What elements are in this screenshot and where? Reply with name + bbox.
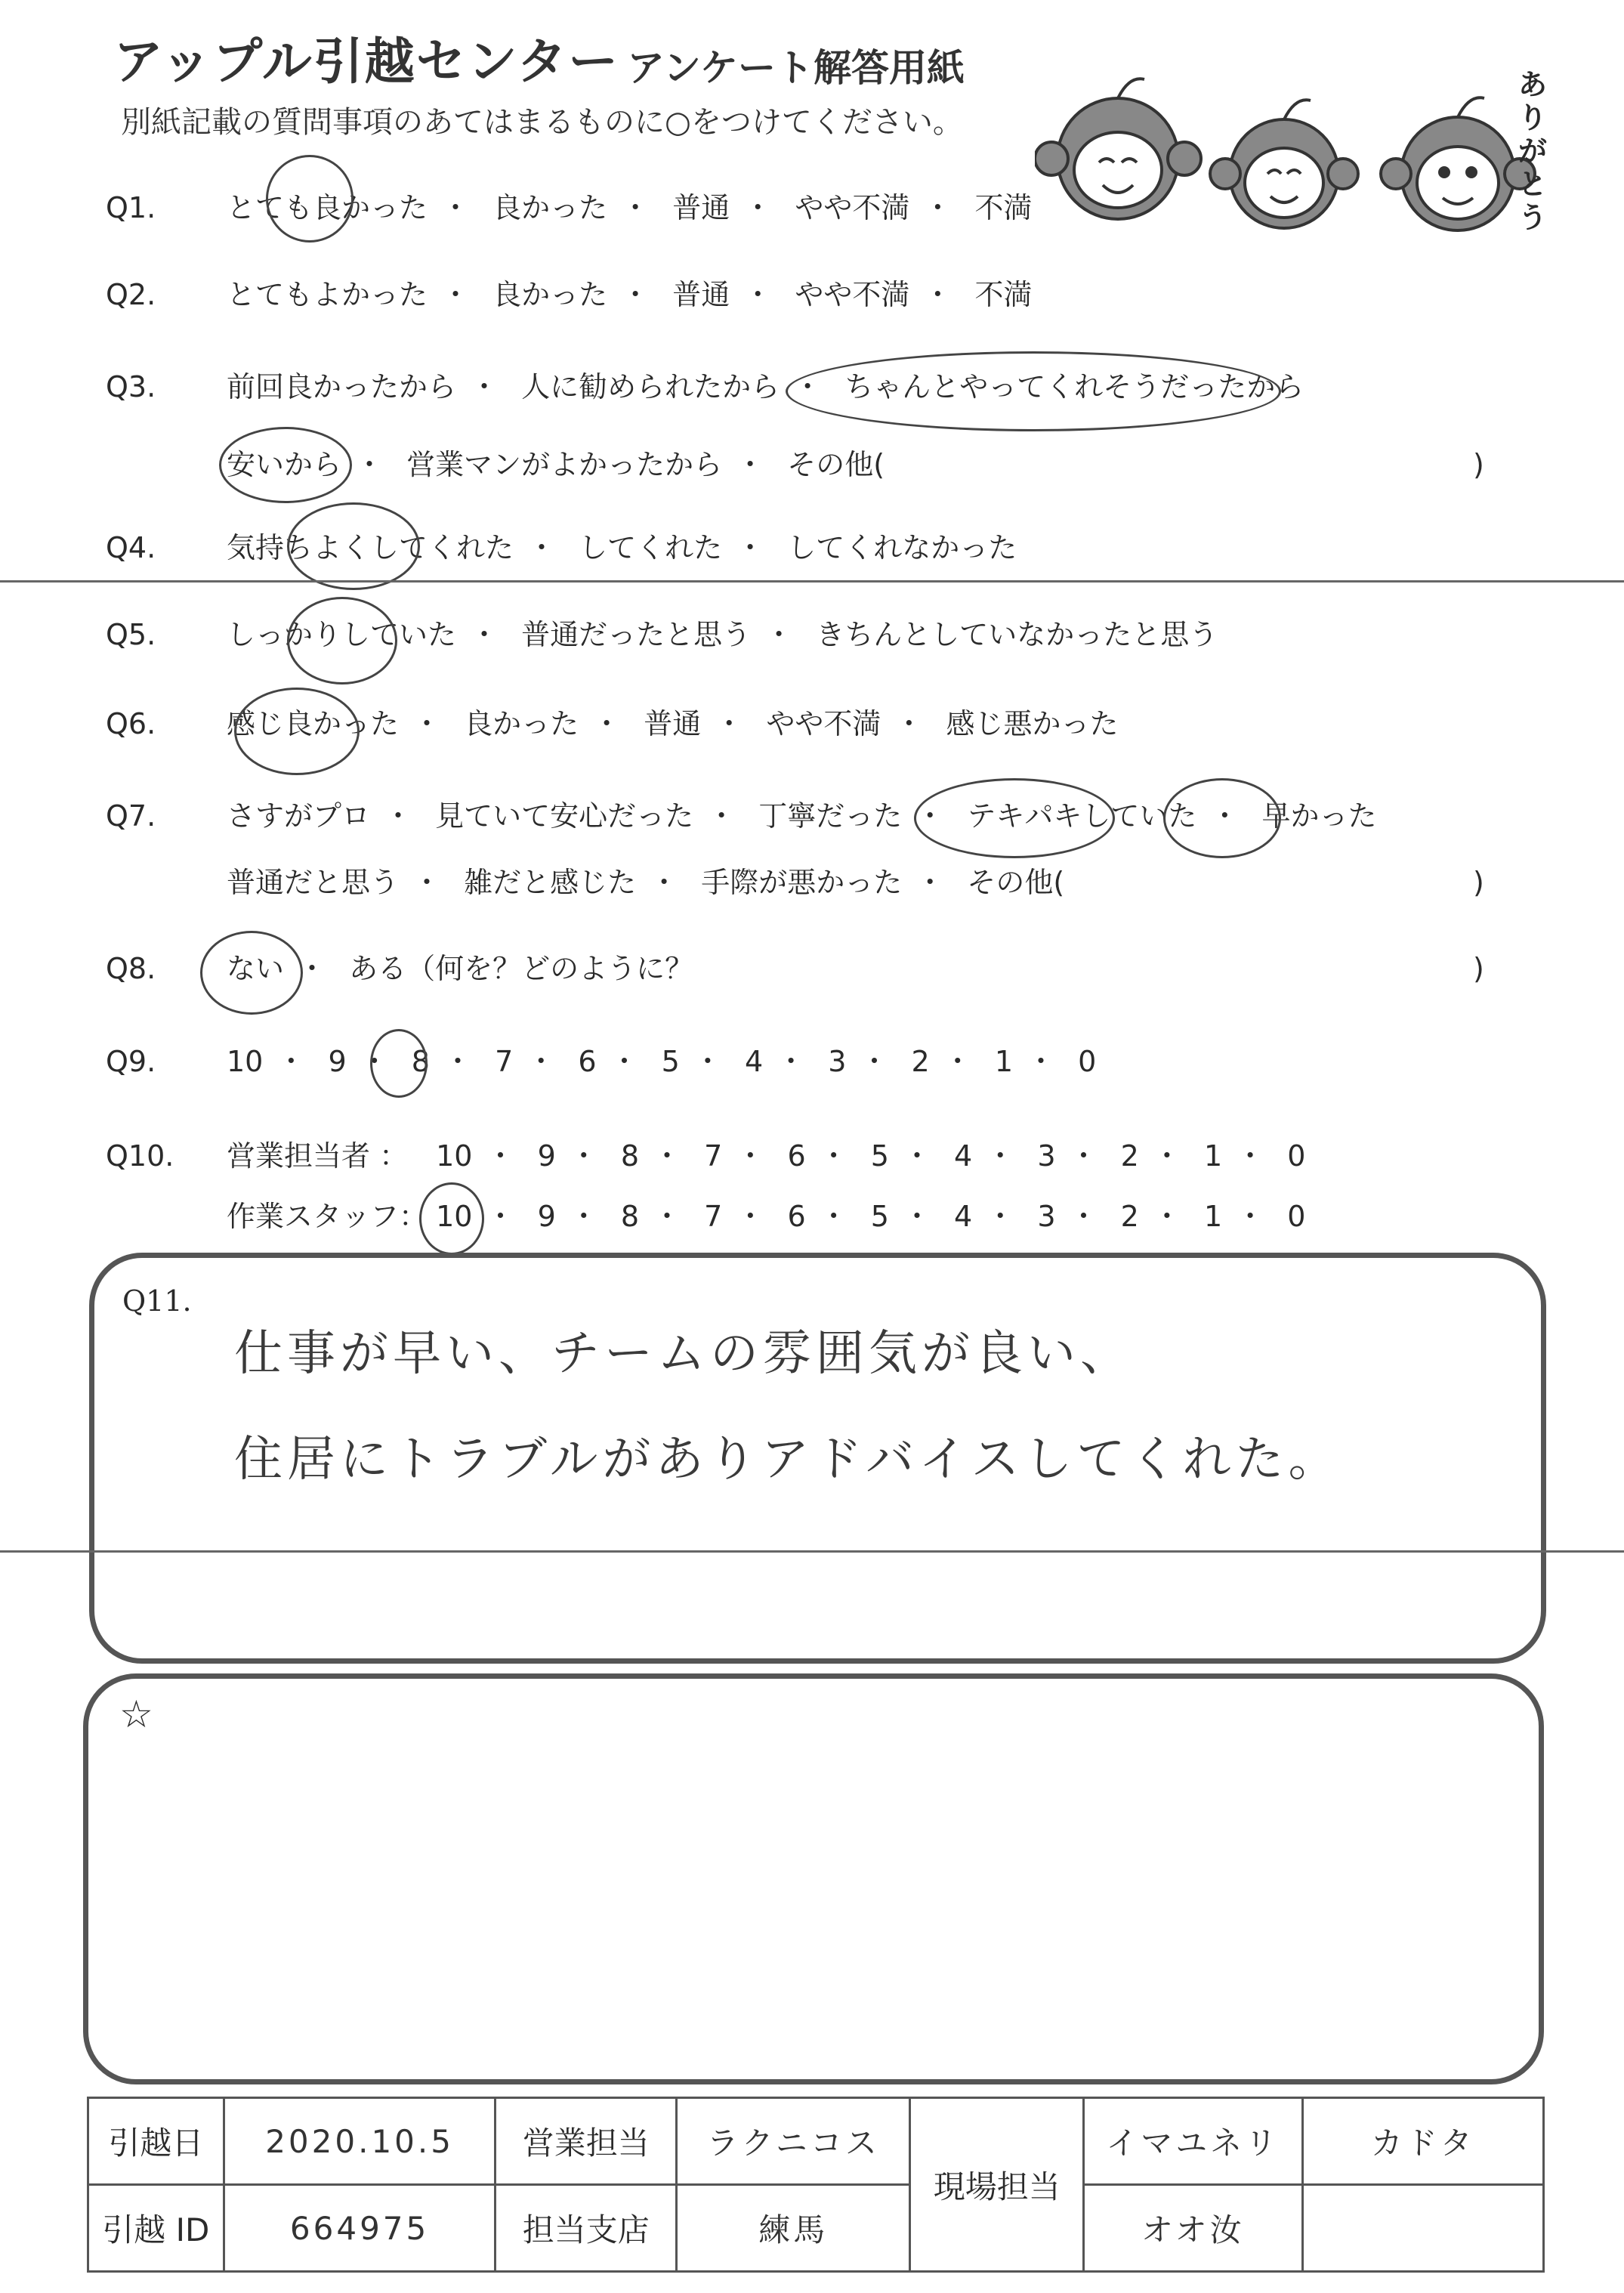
question-label: Q10. — [106, 1139, 174, 1173]
answer-circle — [914, 778, 1115, 858]
sales-label: 営業担当 — [496, 2098, 677, 2185]
question-row-q2 — [0, 272, 1624, 317]
option[interactable]: 6 — [578, 1045, 597, 1078]
answer-circle — [1163, 778, 1281, 858]
option[interactable]: 1 — [1203, 1200, 1223, 1233]
option[interactable]: 7 — [704, 1200, 723, 1233]
option[interactable]: 0 — [1078, 1045, 1097, 1078]
moving-id-value: 664975 — [224, 2185, 496, 2272]
question-row-q4 — [0, 525, 1624, 570]
question-label: Q4. — [106, 531, 156, 564]
sales-value: ラクニコス — [677, 2098, 910, 2185]
paren-close: ) — [1473, 448, 1484, 481]
option[interactable]: 10 — [436, 1200, 473, 1233]
option[interactable]: 良かった — [464, 707, 579, 740]
site-staff-3: オオ汝 — [1084, 2185, 1302, 2272]
option-list: さすがプロ ・ 見ていて安心だった ・ 丁寧だった ・ テキパキしていた ・ 早かった — [227, 793, 1377, 839]
option[interactable]: 良かった — [492, 191, 608, 224]
site-staff-2: カドタ — [1302, 2098, 1543, 2185]
option[interactable]: 感じ良かった — [227, 707, 400, 740]
option[interactable]: 8 — [411, 1045, 430, 1078]
option-list: 気持ちよくしてくれた ・ してくれた ・ してくれなかった — [227, 525, 1017, 570]
option[interactable]: 感じ悪かった — [946, 707, 1119, 740]
option[interactable]: 0 — [1287, 1200, 1306, 1233]
option-list: しっかりしていた ・ 普通だったと思う ・ きちんとしていなかったと思う — [227, 612, 1218, 657]
option[interactable]: 5 — [661, 1045, 680, 1078]
option[interactable]: その他( — [967, 866, 1065, 899]
option[interactable]: 不満 — [974, 191, 1033, 224]
option[interactable]: 9 — [328, 1045, 347, 1078]
option[interactable]: 0 — [1287, 1139, 1306, 1173]
option[interactable]: 普通 — [672, 278, 730, 311]
option[interactable]: 見ていて安心だった — [435, 799, 694, 833]
option[interactable]: 普通だと思う — [227, 866, 400, 899]
option[interactable]: 10 — [436, 1139, 473, 1173]
question-row-q5 — [0, 612, 1624, 657]
option[interactable]: きちんとしていなかったと思う — [816, 618, 1218, 651]
answer-circle — [219, 427, 352, 503]
question-label: Q1. — [106, 191, 156, 224]
answer-circle — [419, 1182, 484, 1255]
option[interactable]: 9 — [537, 1200, 556, 1233]
option[interactable]: 6 — [787, 1200, 806, 1233]
option[interactable]: 前回良かったから — [227, 370, 457, 403]
option[interactable]: 気持ちよくしてくれた — [227, 531, 514, 564]
question-label: Q2. — [106, 278, 156, 311]
question-label: Q8. — [106, 952, 156, 985]
option[interactable]: してくれなかった — [787, 531, 1017, 564]
option[interactable]: 2 — [911, 1045, 930, 1078]
option[interactable]: 4 — [744, 1045, 764, 1078]
site-staff-1: イマユネリ — [1084, 2098, 1302, 2185]
q11-label: Q11. — [122, 1284, 192, 1318]
question-row-q7-line2 — [0, 860, 1624, 905]
option[interactable]: とてもよかった — [227, 278, 428, 311]
answer-circle — [287, 597, 397, 685]
fold-line — [0, 580, 1624, 583]
answer-circle — [234, 688, 360, 775]
option[interactable]: ない — [227, 952, 285, 985]
option[interactable]: 2 — [1120, 1200, 1139, 1233]
question-label: Q3. — [106, 370, 156, 403]
instructions-text: 別紙記載の質問事項のあてはまるものに○をつけてください。 — [121, 105, 963, 140]
answer-circle — [266, 155, 354, 243]
option[interactable]: 7 — [704, 1139, 723, 1173]
option[interactable]: ある（何を？どのように？ — [349, 952, 694, 985]
option[interactable]: 普通だったと思う — [521, 618, 752, 651]
question-row-q7 — [0, 793, 1624, 839]
option[interactable]: 7 — [495, 1045, 514, 1078]
question-row-q10-staff — [0, 1194, 1624, 1239]
option[interactable]: 4 — [954, 1139, 973, 1173]
sub-question-label: 作業スタッフ： — [227, 1200, 428, 1233]
option[interactable]: 3 — [1037, 1200, 1056, 1233]
question-row-q9 — [0, 1039, 1624, 1084]
option[interactable]: 雑だと感じた — [464, 866, 637, 899]
option-list: とても良かった ・ 良かった ・ 普通 ・ やや不満 ・ 不満 — [227, 185, 1033, 230]
option[interactable]: 普通 — [644, 707, 702, 740]
option-list: 営業担当者 ： 10 ・ 9 ・ 8 ・ 7 ・ 6 ・ 5 ・ 4 ・ 3 ・ 2 ・ 1 ・ 0 — [227, 1133, 1305, 1179]
info-table — [87, 2097, 1545, 2273]
form-subtitle: アンケート解答用紙 — [627, 46, 965, 90]
option[interactable]: とても良かった — [227, 191, 428, 224]
question-label: Q6. — [106, 707, 156, 740]
option[interactable]: 手際が悪かった — [701, 866, 903, 899]
mascot-thanks-text: ありがとう — [1518, 68, 1548, 234]
option[interactable]: 8 — [620, 1200, 640, 1233]
option-list: 前回良かったから ・ 人に勧められたから ・ ちゃんとやってくれそうだったから — [227, 364, 1304, 409]
option[interactable]: 普通 — [672, 191, 730, 224]
option[interactable]: 人に勧められたから — [521, 370, 780, 403]
option[interactable]: 良かった — [492, 278, 608, 311]
option[interactable]: 営業マンがよかったから — [406, 448, 723, 481]
option[interactable]: 早かった — [1261, 799, 1377, 833]
branch-value: 練馬 — [677, 2185, 910, 2272]
option[interactable]: その他( — [787, 448, 885, 481]
site-label: 現場担当 — [910, 2098, 1084, 2272]
option[interactable]: しっかりしていた — [227, 618, 457, 651]
option[interactable]: 4 — [954, 1200, 973, 1233]
star-comment-box[interactable] — [83, 1673, 1544, 2084]
star-icon: ☆ — [119, 1692, 153, 1736]
answer-circle — [786, 351, 1281, 431]
option[interactable]: 2 — [1120, 1139, 1139, 1173]
moving-date-value: 2020.10.5 — [224, 2098, 496, 2185]
option-list: 感じ良かった ・ 良かった ・ 普通 ・ やや不満 ・ 感じ悪かった — [227, 701, 1119, 746]
option[interactable]: 安いから — [227, 448, 342, 481]
option[interactable]: 5 — [870, 1139, 889, 1173]
paren-close: ) — [1473, 866, 1484, 899]
paren-close: ) — [1473, 952, 1484, 985]
option[interactable]: やや不満 — [795, 191, 910, 224]
option[interactable]: 9 — [537, 1139, 556, 1173]
option[interactable]: 5 — [870, 1200, 889, 1233]
option[interactable]: さすがプロ — [227, 799, 371, 833]
option[interactable]: 1 — [994, 1045, 1014, 1078]
option[interactable]: 6 — [787, 1139, 806, 1173]
q11-handwritten-line-1: 仕事が早い、チームの雰囲気が良い、 — [234, 1326, 1133, 1382]
question-row-q1 — [0, 185, 1624, 230]
q11-handwritten-line-2: 住居にトラブルがありアドバイスしてくれた。 — [234, 1432, 1341, 1488]
option[interactable]: やや不満 — [766, 707, 881, 740]
fold-line — [0, 1550, 1624, 1553]
option[interactable]: 8 — [620, 1139, 640, 1173]
option-list: 10 ・ 9 ・ 8 ・ 7 ・ 6 ・ 5 ・ 4 ・ 3 ・ 2 ・ 1 ・ 0 — [227, 1039, 1096, 1084]
option[interactable]: ちゃんとやってくれそうだったから — [844, 370, 1304, 403]
option[interactable]: 1 — [1203, 1139, 1223, 1173]
question-row-q10 — [0, 1133, 1624, 1179]
option[interactable]: 10 — [227, 1045, 264, 1078]
question-label: Q7. — [106, 799, 156, 833]
question-label: Q5. — [106, 618, 156, 651]
answer-circle — [287, 502, 420, 590]
option[interactable]: 不満 — [974, 278, 1033, 311]
option-list: 安いから ・ 営業マンがよかったから ・ その他( — [227, 442, 885, 487]
option[interactable]: テキパキしていた — [967, 799, 1197, 833]
option-list: 普通だと思う ・ 雑だと感じた ・ 手際が悪かった ・ その他( — [227, 860, 1064, 905]
option-list: 作業スタッフ： 10 ・ 9 ・ 8 ・ 7 ・ 6 ・ 5 ・ 4 ・ 3 ・ 2 ・ 1 ・ 0 — [227, 1194, 1305, 1239]
option[interactable]: 丁寧だった — [758, 799, 903, 833]
answer-circle — [200, 931, 303, 1015]
option[interactable]: 3 — [1037, 1139, 1056, 1173]
site-staff-empty — [1302, 2185, 1543, 2272]
option[interactable]: やや不満 — [795, 278, 910, 311]
option-list: とてもよかった ・ 良かった ・ 普通 ・ やや不満 ・ 不満 — [227, 272, 1033, 317]
moving-date-label: 引越日 — [88, 2098, 224, 2185]
moving-id-label: 引越 ID — [88, 2185, 224, 2272]
sub-question-label: 営業担当者 ： — [227, 1139, 409, 1173]
form-title: アップル引越センター — [113, 32, 620, 91]
branch-label: 担当支店 — [496, 2185, 677, 2272]
option-list: ない ・ ある（何を？どのように？ — [227, 946, 693, 991]
question-label: Q9. — [106, 1045, 156, 1078]
answer-circle — [370, 1029, 428, 1098]
option[interactable]: してくれた — [579, 531, 723, 564]
option[interactable]: 3 — [828, 1045, 847, 1078]
